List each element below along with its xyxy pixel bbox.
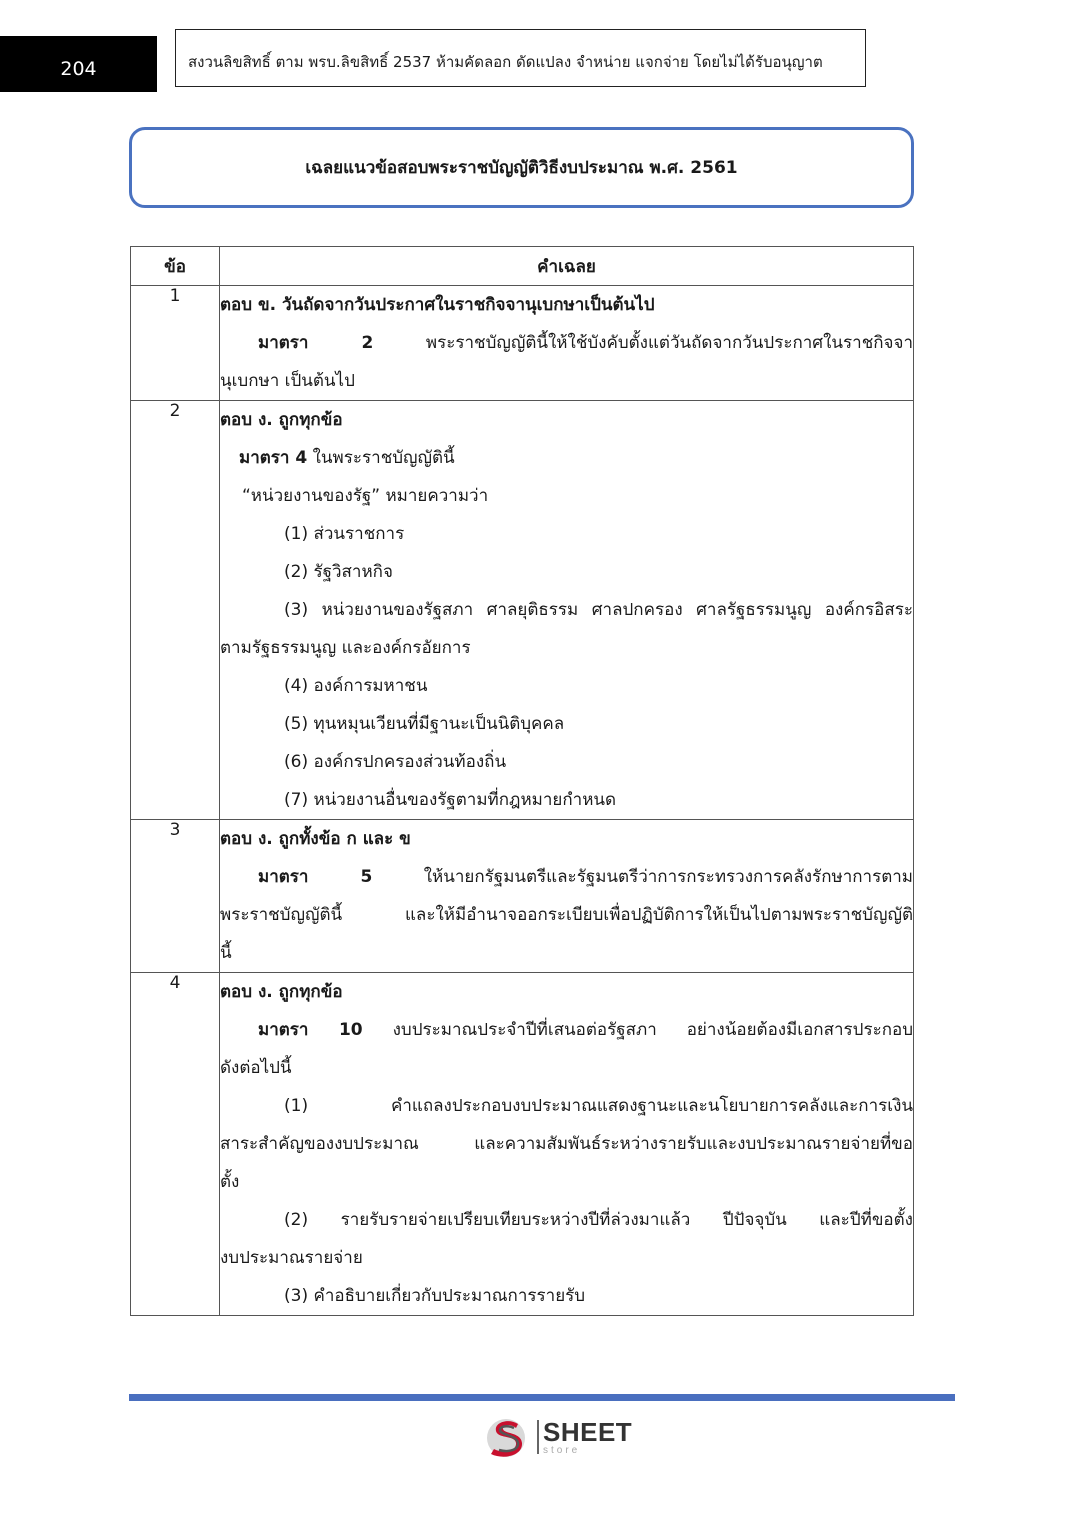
explanation-line xyxy=(220,858,913,896)
list-item-continued: ตั้ง xyxy=(220,1172,240,1192)
document-title: เฉลยแนวข้อสอบพระราชบัญญัติวิธีงบประมาณ พ.ศ. 2561 xyxy=(305,158,738,178)
answer-choice: ตอบ ง. ถูกทุกข้อ xyxy=(220,982,343,1002)
explanation-line: ดังต่อไปนี้ xyxy=(220,1058,292,1078)
list-item: (2) รัฐวิสาหกิจ xyxy=(284,562,393,582)
explanation-line: พระราชบัญญัตินี้ และให้มีอำนาจออกระเบียบเพื่อปฏิบัติการให้เป็นไปตามพระราชบัญญัติ xyxy=(220,905,913,925)
table-row xyxy=(131,401,914,820)
section-label: มาตรา 4 xyxy=(239,448,308,468)
answer-table xyxy=(130,246,914,1316)
explanation-text: ในพระราชบัญญัตินี้ xyxy=(312,448,455,468)
list-item: (6) องค์กรปกครองส่วนท้องถิ่น xyxy=(284,752,507,772)
list-item: (2) รายรับรายจ่ายเปรียบเทียบระหว่างปีที่ล่วงมาแล้ว ปีปัจจุบัน และปีที่ขอตั้ง xyxy=(284,1210,913,1230)
copyright-notice: สงวนลิขสิทธิ์ ตาม พรบ.ลิขสิทธิ์ 2537 ห้ามคัดลอก ดัดแปลง จำหน่าย แจกจ่าย โดยไม่ได้รับอนุญาต xyxy=(175,29,866,87)
list-item: (3) หน่วยงานของรัฐสภา ศาลยุติธรรม ศาลปกครอง ศาลรัฐธรรมนูญ องค์กรอิสระ xyxy=(284,600,913,620)
answer-choice: ตอบ ง. ถูกทั้งข้อ ก และ ข xyxy=(220,829,411,849)
list-item-continued: งบประมาณรายจ่าย xyxy=(220,1248,363,1268)
question-number: 4 xyxy=(131,973,220,1316)
list-item: (5) ทุนหมุนเวียนที่มีฐานะเป็นนิติบุคคล xyxy=(284,714,565,734)
answer-cell xyxy=(220,820,914,973)
definition-line: “หน่วยงานของรัฐ” หมายความว่า xyxy=(242,486,489,506)
question-number: 2 xyxy=(131,401,220,820)
explanation-text: งบประมาณประจำปีที่เสนอต่อรัฐสภา อย่างน้อยต้องมีเอกสารประกอบ xyxy=(392,1020,913,1040)
list-item: (3) คำอธิบายเกี่ยวกับประมาณการรายรับ xyxy=(284,1286,586,1306)
section-label: มาตรา 10 xyxy=(258,1020,363,1040)
question-number: 3 xyxy=(131,820,220,973)
explanation-line xyxy=(220,324,913,362)
explanation-line xyxy=(220,439,913,477)
column-header-answer: คำเฉลย xyxy=(220,247,914,286)
explanation-line: นุเบกษา เป็นต้นไป xyxy=(220,371,355,391)
table-row xyxy=(131,286,914,401)
list-item: (4) องค์การมหาชน xyxy=(284,676,428,696)
section-label: มาตรา 2 xyxy=(258,333,374,353)
explanation-line: นี้ xyxy=(220,943,232,963)
list-item: (1) คำแถลงประกอบงบประมาณแสดงฐานะและนโยบายการคลังและการเงิน xyxy=(284,1096,913,1116)
list-item: (7) หน่วยงานอื่นของรัฐตามที่กฎหมายกำหนด xyxy=(284,790,617,810)
list-item-continued: สาระสำคัญของงบประมาณ และความสัมพันธ์ระหว่างรายรับและงบประมาณรายจ่ายที่ขอ xyxy=(220,1134,913,1154)
logo-sub-text: store xyxy=(543,1444,581,1456)
logo-wordmark xyxy=(543,1416,633,1456)
answer-cell xyxy=(220,401,914,820)
question-number: 1 xyxy=(131,286,220,401)
logo-separator xyxy=(537,1420,539,1454)
table-row xyxy=(131,973,914,1316)
list-item-continued: ตามรัฐธรรมนูญ และองค์กรอัยการ xyxy=(220,638,471,658)
explanation-line xyxy=(220,1011,913,1049)
explanation-text: ให้นายกรัฐมนตรีและรัฐมนตรีว่าการกระทรวงการคลังรักษาการตาม xyxy=(423,867,913,887)
footer-divider xyxy=(129,1394,955,1401)
table-header-row xyxy=(131,247,914,286)
section-label: มาตรา 5 xyxy=(258,867,373,887)
logo-main-text: SHEET xyxy=(543,1416,633,1447)
answer-choice: ตอบ ง. ถูกทุกข้อ xyxy=(220,410,343,430)
list-item: (1) ส่วนราชการ xyxy=(284,524,405,544)
explanation-text: พระราชบัญญัตินี้ให้ใช้บังคับตั้งแต่วันถัดจากวันประกาศในราชกิจจา xyxy=(425,333,913,353)
answer-cell xyxy=(220,286,914,401)
document-title-box xyxy=(129,127,914,208)
column-header-no: ข้อ xyxy=(131,247,220,286)
page-number: 204 xyxy=(0,36,157,92)
sheet-logo-icon xyxy=(485,1414,531,1460)
table-row xyxy=(131,820,914,973)
answer-cell xyxy=(220,973,914,1316)
answer-choice: ตอบ ข. วันถัดจากวันประกาศในราชกิจจานุเบกษาเป็นต้นไป xyxy=(220,295,655,315)
sheet-store-logo xyxy=(485,1414,635,1460)
